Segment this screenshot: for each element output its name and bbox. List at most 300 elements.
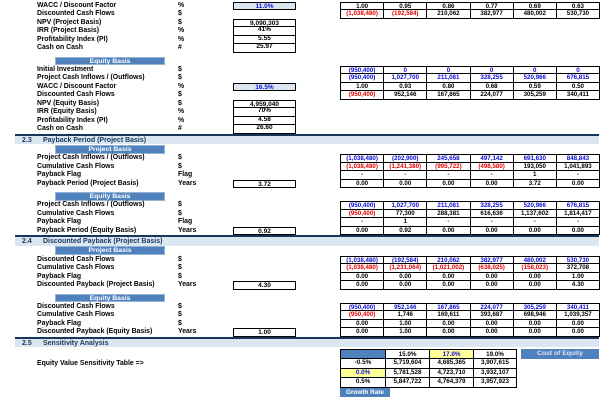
data-cell: 328,255 [470, 74, 513, 83]
col-header-cell: 19.0% [473, 349, 517, 359]
data-cell: 211,081 [426, 201, 469, 210]
data-cell: 0 [426, 66, 469, 75]
sensitivity-row [340, 378, 517, 388]
row-label: NPV (Equity Basis) [37, 99, 100, 107]
data-cell: 1.00 [383, 320, 426, 329]
data-cell: 0.00 [383, 180, 426, 189]
data-cell: 0.00 [470, 273, 513, 282]
data-cell: 193,050 [513, 163, 556, 172]
data-row-cells [340, 91, 600, 100]
data-cell: 848,843 [556, 154, 600, 163]
data-cell: 169,611 [426, 311, 469, 320]
sensitivity-value-cell: 4,764,379 [429, 378, 473, 388]
data-row-cells [340, 281, 600, 290]
row-label: IRR (Equity Basis) [37, 108, 97, 116]
sheet-row [0, 256, 600, 265]
data-cell: 372,708 [556, 264, 600, 273]
row-unit: $ [178, 18, 182, 26]
row-unit: $ [178, 74, 182, 82]
row-unit: $ [178, 255, 182, 263]
data-row-cells [340, 74, 600, 83]
result-value-cell: 4.58 [233, 117, 296, 126]
sheet-row [0, 180, 600, 189]
sheet-row [0, 36, 600, 45]
data-cell: 952,146 [383, 303, 426, 312]
data-cell: 0.95 [383, 2, 426, 11]
data-cell: 1,027,700 [383, 74, 426, 83]
result-value-cell: 3.72 [233, 180, 296, 189]
row-label: Project Cash Inflows / (Outflows) [37, 154, 145, 162]
sheet-row [0, 100, 600, 109]
data-row-cells [340, 273, 600, 282]
sheet-row [0, 10, 600, 19]
data-cell: (950,400) [340, 66, 383, 75]
row-label: Cumulative Cash Flows [37, 264, 115, 272]
data-cell: - [340, 171, 383, 180]
data-cell: 1.00 [340, 83, 383, 92]
data-cell: (950,400) [340, 210, 383, 219]
section-band [15, 235, 599, 246]
row-unit: % [178, 27, 185, 34]
row-label: Cumulative Cash Flows [37, 162, 115, 170]
data-cell: 480,002 [513, 10, 556, 19]
data-cell: 340,411 [556, 303, 600, 312]
data-cell: (1,038,480) [340, 264, 383, 273]
row-unit: $ [178, 319, 182, 327]
data-cell: 210,062 [426, 10, 469, 19]
row-unit: $ [178, 99, 182, 107]
data-row-cells [340, 218, 600, 227]
section-title: Payback Period (Project Basis) [43, 136, 147, 144]
row-unit: % [178, 116, 185, 124]
group-header: Project Basis [55, 246, 165, 255]
row-header-cell: 0.5% [340, 378, 385, 388]
data-cell: 1,041,893 [556, 163, 600, 172]
data-cell: - [383, 171, 426, 180]
data-row-cells [340, 2, 600, 11]
sensitivity-header-row [340, 349, 517, 359]
data-cell: 1.00 [383, 328, 426, 337]
data-cell: 0.00 [556, 320, 600, 329]
row-unit: Flag [178, 218, 193, 226]
data-cell: 0.00 [426, 320, 469, 329]
row-label: Discounted Payback (Equity Basis) [37, 328, 153, 336]
data-cell: (1,021,002) [426, 264, 469, 273]
data-cell: 0.00 [383, 273, 426, 282]
data-cell: 167,865 [426, 91, 469, 100]
row-gap [0, 188, 600, 192]
data-cell: 530,730 [556, 256, 600, 265]
data-cell: - [556, 171, 600, 180]
row-unit: % [178, 35, 185, 43]
data-cell: 0.00 [513, 320, 556, 329]
data-cell: 305,259 [513, 91, 556, 100]
data-cell: 1,039,357 [556, 311, 600, 320]
data-row-cells [340, 10, 600, 19]
sensitivity-section [0, 349, 600, 399]
data-cell: (498,580) [470, 163, 513, 172]
row-label: WACC / Discount Factor [37, 1, 117, 9]
data-cell: 0.77 [470, 2, 513, 11]
row-label: Cash on Cash [37, 125, 83, 133]
sheet-row [0, 74, 600, 83]
group-header: Equity Basis [55, 294, 165, 303]
data-cell: (950,400) [340, 201, 383, 210]
data-cell: (1,231,064) [383, 264, 426, 273]
result-value-cell: 26.60 [233, 125, 296, 134]
sheet-row [0, 108, 600, 117]
data-cell: 1,814,417 [556, 210, 600, 219]
row-unit: $ [178, 154, 182, 162]
sheet-row [0, 201, 600, 210]
sensitivity-value-cell: 5,781,528 [385, 369, 429, 379]
data-row-cells [340, 311, 600, 320]
sheet-row [0, 44, 600, 53]
cost-of-equity-banner: Cost of Equity [521, 349, 599, 359]
group-header: Equity Basis [55, 192, 165, 201]
row-label: Payback Period (Project Basis) [37, 179, 139, 187]
row-unit: % [178, 1, 185, 9]
sheet-row [0, 227, 600, 236]
row-label: Cumulative Cash Flows [37, 311, 115, 319]
sensitivity-value-cell: 5,847,722 [385, 378, 429, 388]
data-row-cells [340, 210, 600, 219]
section-number: 2.5 [22, 339, 32, 347]
row-unit: $ [178, 65, 182, 73]
row-unit: $ [178, 209, 182, 217]
sheet-row [0, 264, 600, 273]
input-value-cell[interactable]: 11.0% [233, 2, 296, 11]
data-row-cells [340, 264, 600, 273]
data-cell: - [426, 218, 469, 227]
data-cell: 1.00 [556, 273, 600, 282]
data-cell: (1,241,380) [383, 163, 426, 172]
sensitivity-value-cell: 4,685,365 [429, 359, 473, 369]
data-cell: - [470, 171, 513, 180]
data-row-cells [340, 66, 600, 75]
data-cell: (1,038,480) [340, 163, 383, 172]
data-cell: 340,411 [556, 91, 600, 100]
data-cell: 0.80 [426, 83, 469, 92]
data-cell: (950,400) [340, 91, 383, 100]
row-unit: $ [178, 272, 182, 280]
data-row-cells [340, 320, 600, 329]
data-cell: 0.00 [513, 227, 556, 236]
row-label: Payback Flag [37, 171, 82, 179]
data-cell: 0.92 [383, 227, 426, 236]
sheet-row [0, 2, 600, 11]
data-cell: - [556, 218, 600, 227]
result-value-cell: 70% [233, 108, 296, 117]
data-cell: 0.00 [426, 273, 469, 282]
data-cell: 520,966 [513, 74, 556, 83]
sensitivity-value-cell: 3,957,923 [473, 378, 517, 388]
data-cell: - [426, 171, 469, 180]
data-cell: 0.63 [556, 2, 600, 11]
data-cell: (1,038,480) [340, 10, 383, 19]
data-cell: 3.72 [513, 180, 556, 189]
row-label: Payback Flag [37, 218, 82, 226]
data-cell: 1,027,700 [383, 201, 426, 210]
data-cell: 616,636 [470, 210, 513, 219]
row-header-cell: -0.5% [340, 359, 385, 369]
row-unit: % [178, 82, 185, 90]
data-cell: 382,977 [470, 10, 513, 19]
data-cell: 520,966 [513, 201, 556, 210]
data-cell: 167,865 [426, 303, 469, 312]
data-cell: (192,584) [383, 10, 426, 19]
row-unit: $ [178, 302, 182, 310]
data-cell: 698,946 [513, 311, 556, 320]
data-cell: 224,077 [470, 91, 513, 100]
sensitivity-value-cell: 4,723,710 [429, 369, 473, 379]
row-unit: $ [178, 311, 182, 319]
input-value-cell[interactable]: 16.5% [233, 83, 296, 92]
data-cell: 0.00 [426, 180, 469, 189]
growth-rate-banner: Growth Rate [340, 388, 390, 398]
row-label: NPV (Project Basis) [37, 18, 102, 26]
row-unit: Flag [178, 171, 193, 179]
result-value-cell: 1.00 [233, 328, 296, 337]
data-cell: 0.68 [470, 83, 513, 92]
sheet-row [0, 163, 600, 172]
data-row-cells [340, 154, 600, 163]
data-cell: 0.00 [556, 227, 600, 236]
data-cell: (1,038,480) [340, 154, 383, 163]
data-cell: 0.00 [556, 180, 600, 189]
data-cell: 382,977 [470, 256, 513, 265]
sheet-row [0, 66, 600, 75]
row-unit: Years [178, 226, 197, 234]
data-row-cells [340, 256, 600, 265]
row-unit: $ [178, 201, 182, 209]
sheet-row [0, 171, 600, 180]
sensitivity-value-cell: 5,719,604 [385, 359, 429, 369]
row-label: Project Cash Inflows / (Outflows) [37, 201, 145, 209]
data-cell: 0.00 [513, 281, 556, 290]
sensitivity-table [340, 349, 517, 388]
row-label: IRR (Project Basis) [37, 27, 100, 34]
data-cell: 77,300 [383, 210, 426, 219]
sensitivity-value-cell: 3,932,107 [473, 369, 517, 379]
group-header: Equity Basis [55, 57, 165, 66]
data-cell: 305,259 [513, 303, 556, 312]
row-label: Profitability Index (PI) [37, 35, 108, 43]
data-cell: (1,038,480) [340, 256, 383, 265]
row-label: Payback Flag [37, 272, 82, 280]
row-unit: Years [178, 328, 197, 336]
result-value-cell: 4.30 [233, 281, 296, 290]
sheet-row [0, 320, 600, 329]
corner-cell [340, 349, 385, 359]
data-cell: 210,062 [426, 256, 469, 265]
data-cell: 0.00 [426, 227, 469, 236]
section-number: 2.4 [22, 238, 32, 246]
sheet-row [0, 328, 600, 337]
col-header-cell: 15.0% [385, 349, 429, 359]
data-cell: 676,815 [556, 201, 600, 210]
col-header-cell[interactable]: 17.0% [429, 349, 473, 359]
row-label: Payback Flag [37, 319, 82, 327]
section-title: Sensitivity Analysis [43, 339, 109, 347]
row-gap [0, 290, 600, 294]
data-cell: 288,381 [426, 210, 469, 219]
sheet-row [0, 154, 600, 163]
data-cell: 0 [556, 66, 600, 75]
data-cell: 1,137,602 [513, 210, 556, 219]
sheet-row [0, 117, 600, 126]
sheet-row [0, 125, 600, 134]
row-unit: $ [178, 91, 182, 99]
row-label: WACC / Discount Factor [37, 82, 117, 90]
data-row-cells [340, 171, 600, 180]
sheet-row [0, 311, 600, 320]
row-unit: % [178, 108, 185, 116]
data-row-cells [340, 201, 600, 210]
row-label: Discounted Cash Flows [37, 10, 115, 17]
group-header: Project Basis [55, 145, 165, 154]
row-label: Discounted Payback (Project Basis) [37, 281, 155, 289]
result-value-cell: 0.92 [233, 227, 296, 236]
data-cell: 0.00 [470, 328, 513, 337]
sheet-row [0, 218, 600, 227]
row-label: Discounted Cash Flows [37, 255, 115, 263]
row-label: Discounted Cash Flows [37, 302, 115, 310]
result-value-cell: 25.97 [233, 44, 296, 53]
data-cell: 1 [383, 218, 426, 227]
data-cell: 0.00 [470, 281, 513, 290]
result-value-cell: 4,959,040 [233, 100, 296, 109]
data-cell: (995,722) [426, 163, 469, 172]
data-cell: 0.86 [426, 2, 469, 11]
data-cell: 480,002 [513, 256, 556, 265]
data-cell: 0.00 [470, 227, 513, 236]
data-cell: 328,255 [470, 201, 513, 210]
sheet-row [0, 83, 600, 92]
data-cell: 0 [470, 66, 513, 75]
data-cell: 0.59 [513, 83, 556, 92]
data-cell: 0.00 [513, 328, 556, 337]
data-cell: (950,400) [340, 311, 383, 320]
sensitivity-row [340, 369, 517, 379]
data-cell: 1 [513, 171, 556, 180]
sheet-row [0, 27, 600, 36]
data-cell: 0.00 [340, 227, 383, 236]
data-cell: 0.00 [340, 273, 383, 282]
data-cell: 224,077 [470, 303, 513, 312]
data-cell: 0.50 [556, 83, 600, 92]
row-label: Profitability Index (PI) [37, 116, 108, 124]
section-band [15, 337, 599, 348]
row-unit: # [178, 125, 182, 133]
data-cell: 0 [513, 66, 556, 75]
row-label: Initial Investment [37, 65, 94, 73]
data-cell: 497,142 [470, 154, 513, 163]
data-cell: 0 [383, 66, 426, 75]
data-cell: - [513, 218, 556, 227]
data-cell: 0.00 [340, 281, 383, 290]
data-cell: (950,400) [340, 74, 383, 83]
data-cell: 0.00 [340, 328, 383, 337]
data-cell: (202,900) [383, 154, 426, 163]
data-cell: 1,746 [383, 311, 426, 320]
data-row-cells [340, 83, 600, 92]
data-cell: 0.00 [470, 320, 513, 329]
sheet-row [0, 210, 600, 219]
row-unit: $ [178, 264, 182, 272]
data-row-cells [340, 163, 600, 172]
sheet-row [0, 91, 600, 100]
data-cell: (950,400) [340, 303, 383, 312]
row-header-cell[interactable]: 0.0% [340, 369, 385, 379]
data-cell: 211,081 [426, 74, 469, 83]
data-cell: 393,687 [470, 311, 513, 320]
sensitivity-row [340, 359, 517, 369]
data-cell: 0.00 [426, 281, 469, 290]
sheet-row [0, 303, 600, 312]
data-cell: 0.00 [513, 273, 556, 282]
result-value-cell: 41% [233, 27, 296, 36]
sheet-row [0, 19, 600, 28]
data-row-cells [340, 303, 600, 312]
data-cell: 4.30 [556, 281, 600, 290]
data-cell: 691,630 [513, 154, 556, 163]
result-value-cell: 5.55 [233, 36, 296, 45]
data-cell: 245,658 [426, 154, 469, 163]
section-band [15, 134, 599, 145]
data-cell: 0.00 [470, 180, 513, 189]
data-row-cells [340, 180, 600, 189]
data-row-cells [340, 227, 600, 236]
data-cell: 0.00 [383, 281, 426, 290]
data-cell: 0.69 [513, 2, 556, 11]
data-cell: - [470, 218, 513, 227]
data-cell: 1.00 [340, 2, 383, 11]
data-cell: (158,023) [513, 264, 556, 273]
data-cell: 0.00 [340, 180, 383, 189]
data-row-cells [340, 328, 600, 337]
result-value-cell: 9,090,303 [233, 19, 296, 28]
row-unit: $ [178, 162, 182, 170]
row-unit: $ [178, 10, 182, 17]
data-cell: 0.00 [340, 320, 383, 329]
sheet-row [0, 273, 600, 282]
row-unit: # [178, 44, 182, 51]
row-label: Payback Period (Equity Basis) [37, 226, 137, 234]
section-number: 2.3 [22, 136, 32, 144]
data-cell: 952,146 [383, 91, 426, 100]
data-cell: 0.93 [383, 83, 426, 92]
data-cell: 676,815 [556, 74, 600, 83]
data-cell: 530,730 [556, 10, 600, 19]
data-cell: 0.00 [426, 328, 469, 337]
row-unit: Years [178, 281, 197, 289]
data-cell: - [340, 218, 383, 227]
sensitivity-value-cell: 3,907,615 [473, 359, 517, 369]
section-title: Discounted Payback (Project Basis) [43, 238, 163, 246]
data-cell: (638,025) [470, 264, 513, 273]
row-label: Project Cash Inflows / (Outflows) [37, 74, 145, 82]
row-gap [0, 53, 600, 57]
row-label: Cumulative Cash Flows [37, 209, 115, 217]
sheet-row [0, 281, 600, 290]
row-unit: Years [178, 179, 197, 187]
sensitivity-label: Equity Value Sensitivity Table => [37, 360, 144, 368]
data-cell: (192,584) [383, 256, 426, 265]
data-cell: 0.00 [556, 328, 600, 337]
row-label: Cash on Cash [37, 44, 83, 51]
row-label: Discounted Cash Flows [37, 91, 115, 99]
